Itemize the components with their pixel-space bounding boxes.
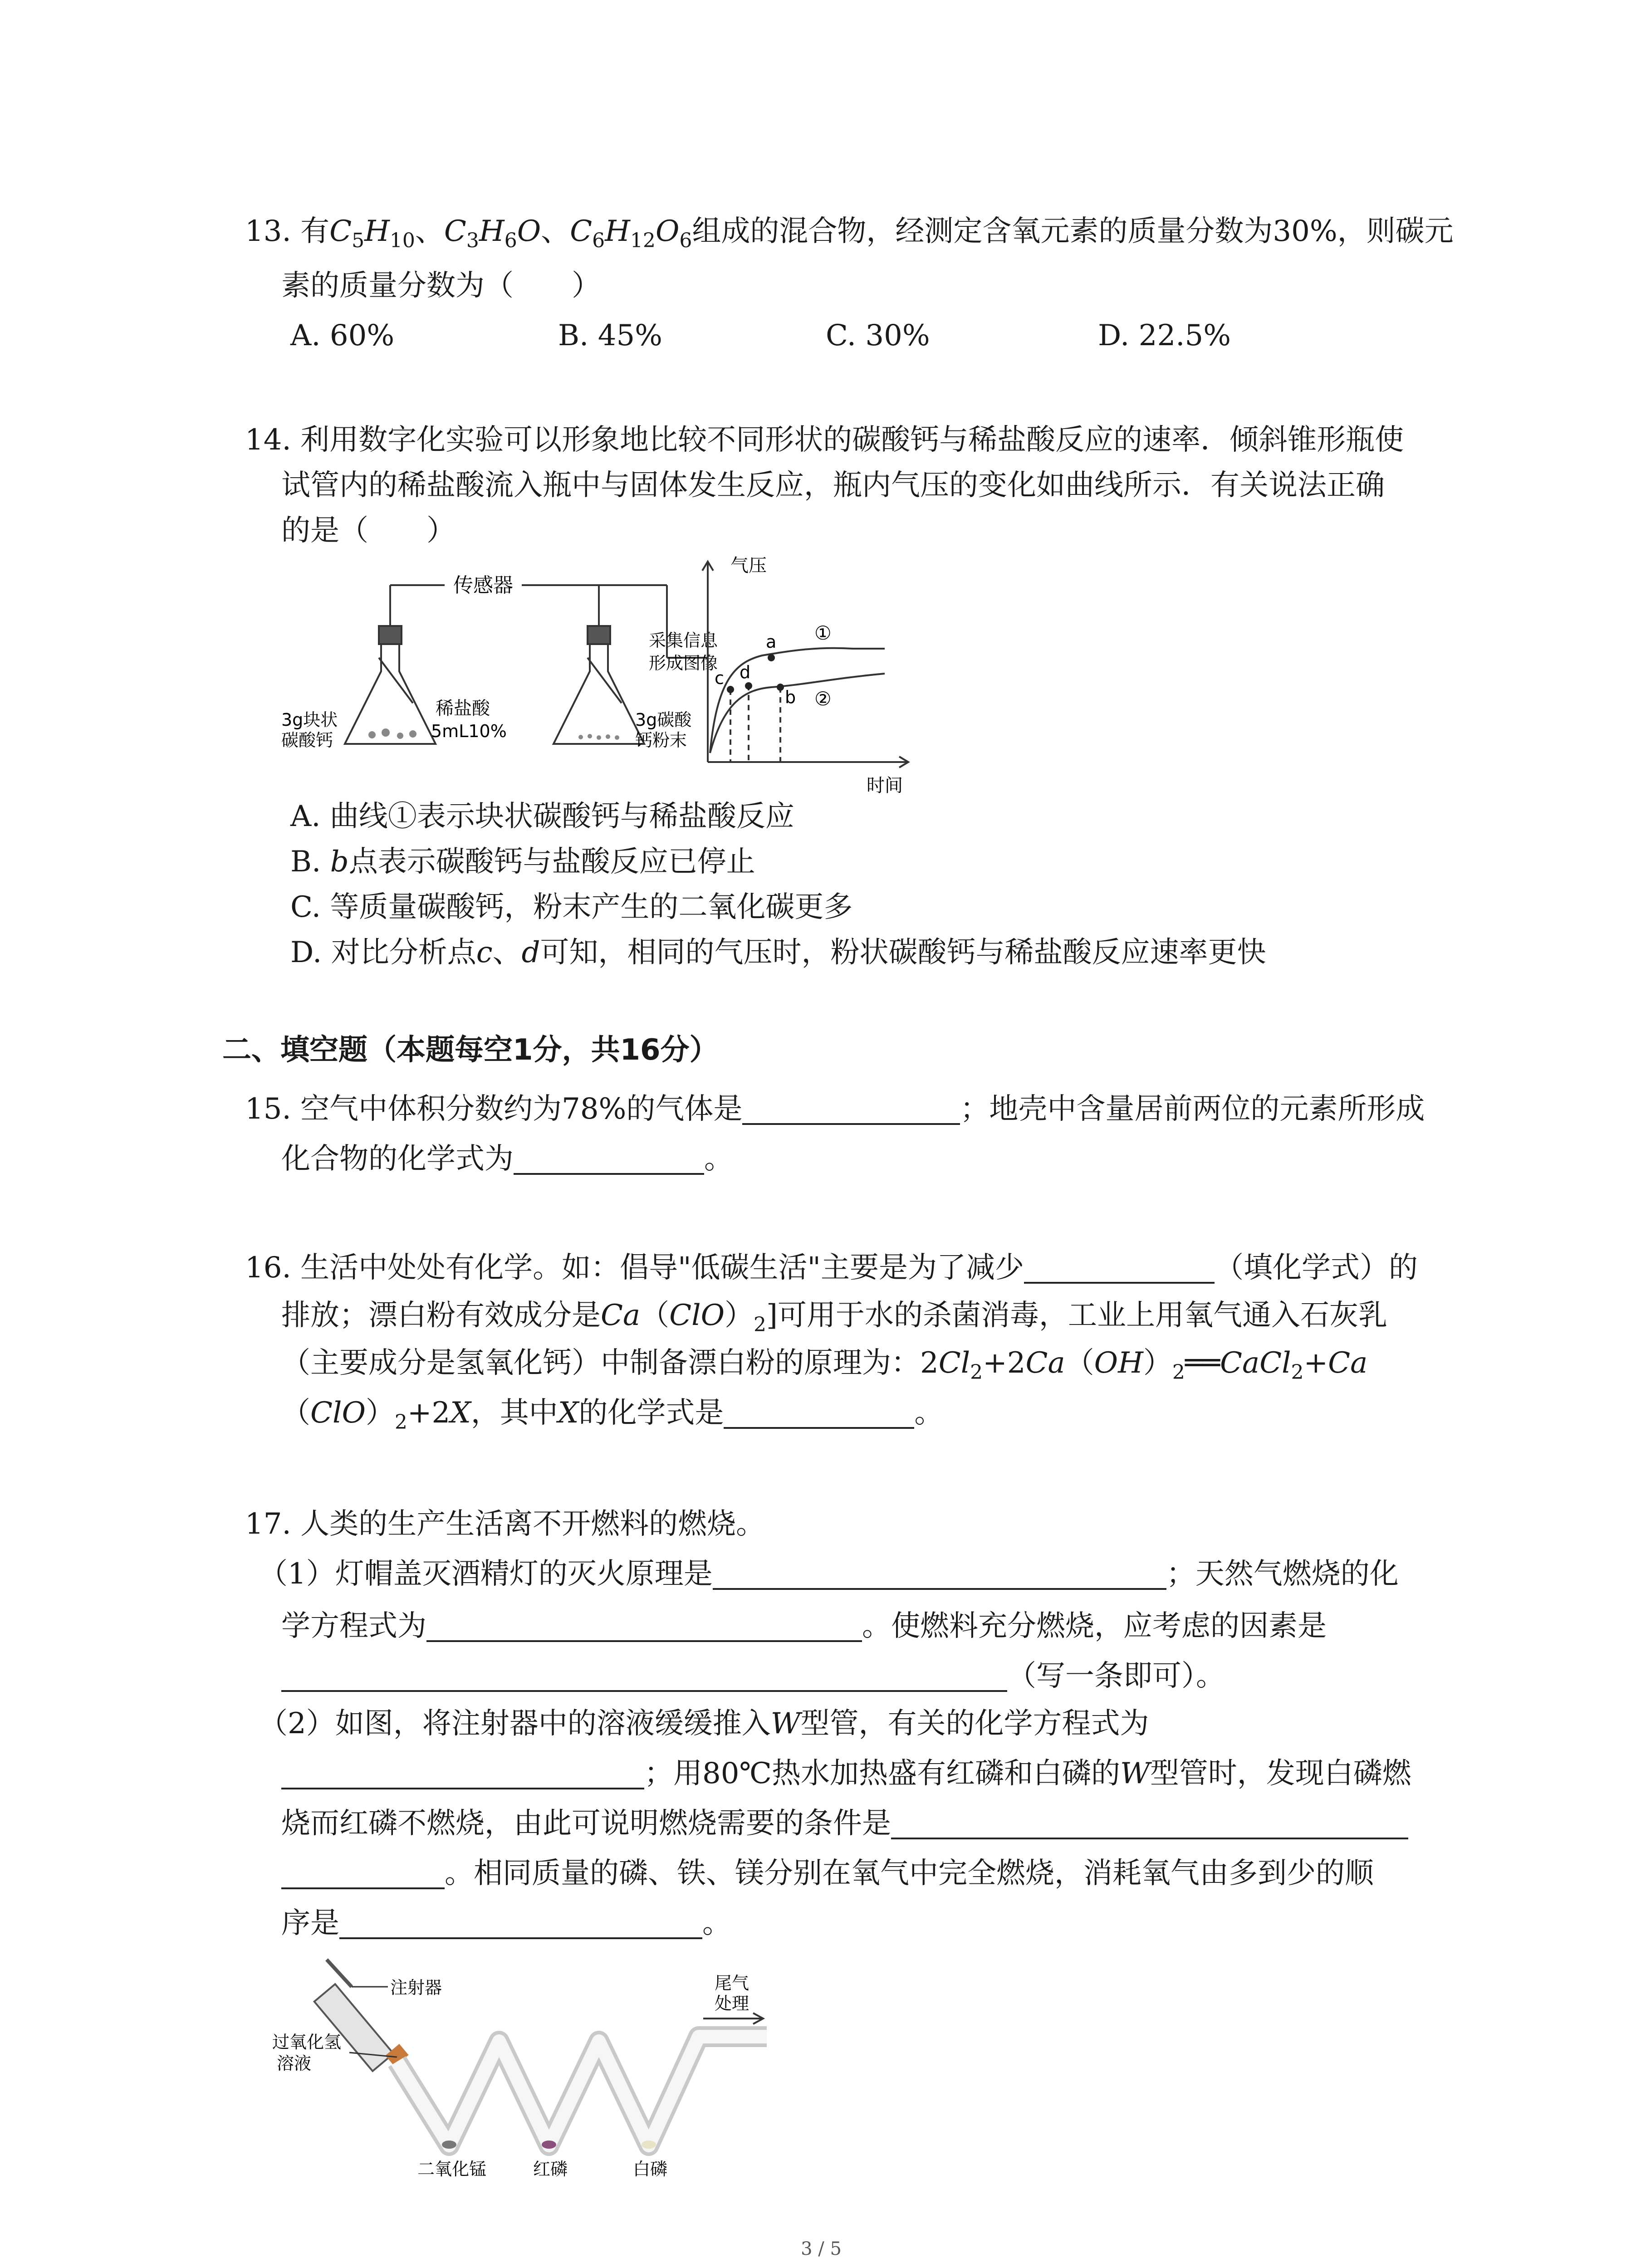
q14-line2: 试管内的稀盐酸流入瓶中与固体发生反应，瓶内气压的变化如曲线所示．有关说法正确: [281, 469, 1385, 502]
q17-number: 17.: [245, 1507, 291, 1541]
q17-part1-line3: （写一条即可）。: [281, 1658, 1225, 1694]
q17-part2-line5: 序是 。: [281, 1906, 731, 1940]
q13-line2: 素的质量分数为（ ）: [281, 269, 601, 303]
q14-curve1-label: ①: [814, 622, 832, 644]
q17-part2-line4: 。相同质量的磷、铁、镁分别在氧气中完全燃烧，消耗氧气由多到少的顺: [281, 1855, 1374, 1892]
q13-line1: 13. 有$C_5H_{10}$、$C_3H_6O$、$C_6H_{12}O_6$组成的混合物，经测定含氧元素的质量分数为30%，则碳元: [245, 215, 1454, 252]
q17-h2o2-label2: 溶液: [277, 2053, 312, 2073]
q14-x-axis-label: 时间: [867, 775, 903, 796]
q13-option-c: C. 30%: [826, 319, 930, 352]
q17-red-phosphorus-label: 红磷: [533, 2159, 568, 2177]
q16-blank-2[interactable]: [724, 1399, 914, 1429]
q17-part1-line1: （1）灯帽盖灭酒精灯的灭火原理是 ；天然气燃烧的化: [259, 1557, 1399, 1591]
q14-point-a: a: [766, 632, 777, 652]
q14-point-d: d: [740, 662, 751, 682]
q14-collect-label2: 形成图像: [649, 653, 718, 673]
q14-y-axis-label: 气压: [730, 555, 767, 576]
q14-line3: 的是（ ）: [281, 514, 456, 547]
q17-blank-6[interactable]: [281, 1859, 445, 1889]
q17-w-tube-figure: [272, 1950, 798, 2177]
q17-tail-label1: 尾气: [715, 1973, 749, 1993]
q14-number: 14.: [245, 423, 291, 457]
q17-blank-3[interactable]: [281, 1662, 1007, 1692]
q17-white-phosphorus-label: 白磷: [633, 2159, 668, 2177]
q17-blank-4[interactable]: [281, 1760, 644, 1789]
section-2-heading: 二、填空题（本题每空1分，共16分）: [222, 1033, 719, 1067]
q16-line1: 16. 生活中处处有化学。如：倡导"低碳生活"主要是为了减少 （填化学式）的: [245, 1251, 1418, 1285]
q14-option-d: D. 对比分析点c、d可知，相同的气压时，粉状碳酸钙与稀盐酸反应速率更快: [290, 936, 1266, 969]
q13-option-d: D. 22.5%: [1098, 319, 1231, 352]
q17-line1: 17. 人类的生产生活离不开燃料的燃烧。: [245, 1507, 765, 1541]
q15-blank-1[interactable]: [742, 1095, 960, 1125]
q14-solid-b-label1: 3g碳酸: [635, 710, 692, 730]
q16-line2: 排放；漂白粉有效成分是$Ca(ClO)_2$]可用于水的杀菌消毒，工业上用氧气通入石灰乳: [281, 1299, 1387, 1336]
q17-blank-2[interactable]: [426, 1612, 862, 1642]
q17-tail-label2: 处理: [715, 1994, 749, 2014]
q17-part2-line3: 烧而红磷不燃烧，由此可说明燃烧需要的条件是: [281, 1805, 1408, 1842]
q14-collect-label1: 采集信息: [649, 631, 718, 650]
q14-line1: 14. 利用数字化实验可以形象地比较不同形状的碳酸钙与稀盐酸反应的速率．倾斜锥形瓶使: [245, 423, 1404, 457]
q17-syringe-label: 注射器: [390, 1978, 442, 1998]
q14-solid-a-label2: 碳酸钙: [281, 730, 333, 750]
q14-solid-a-label1: 3g块状: [281, 710, 338, 730]
q17-part2-line1: （2）如图，将注射器中的溶液缓缓推入W型管，有关的化学方程式为: [259, 1707, 1149, 1740]
q15-line2: 化合物的化学式为 。: [281, 1142, 733, 1176]
q17-part1-line2: 学方程式为 。使燃料充分燃烧，应考虑的因素是: [281, 1609, 1327, 1643]
q16-line3: （主要成分是氢氧化钙）中制备漂白粉的原理为：$2Cl_2+2Ca(OH)_2══CaCl_2+Ca$: [281, 1346, 1368, 1384]
q15-line1: 15. 空气中体积分数约为78%的气体是 ；地壳中含量居前两位的元素所形成: [245, 1092, 1425, 1126]
q15-blank-2[interactable]: [514, 1145, 704, 1175]
q16-blank-1[interactable]: [1024, 1254, 1215, 1284]
q14-acid-label2: 5mL10%: [431, 721, 507, 741]
q14-apparatus-figure: [281, 553, 926, 798]
q14-point-b: b: [785, 687, 796, 707]
page-number: 3 / 5: [801, 2239, 842, 2259]
q16-line4: $(ClO)_2+2X$，其中X的化学式是 。: [281, 1396, 944, 1434]
q17-mno2-label: 二氧化锰: [417, 2159, 487, 2177]
q14-sensor-label: 传感器: [453, 574, 513, 597]
q17-part2-line2: ；用80℃热水加热盛有红磷和白磷的W型管时，发现白磷燃: [281, 1755, 1411, 1792]
q17-blank-1[interactable]: [713, 1560, 1166, 1590]
q17-blank-7[interactable]: [339, 1909, 702, 1939]
q14-option-b: B. b点表示碳酸钙与盐酸反应已停止: [290, 845, 755, 879]
q17-h2o2-label1: 过氧化氢: [272, 2032, 342, 2052]
q14-option-c: C. 等质量碳酸钙，粉末产生的二氧化碳更多: [290, 890, 853, 924]
q14-option-a: A. 曲线①表示块状碳酸钙与稀盐酸反应: [290, 800, 794, 833]
q14-acid-label1: 稀盐酸: [436, 698, 490, 719]
q13-number: 13.: [245, 215, 291, 248]
q14-curve2-label: ②: [814, 688, 832, 710]
q14-point-c: c: [715, 668, 724, 688]
q13-option-a: A. 60%: [290, 319, 395, 352]
q13-option-b: B. 45%: [558, 319, 662, 352]
q16-number: 16.: [245, 1251, 291, 1285]
q17-blank-5[interactable]: [891, 1809, 1408, 1839]
q14-solid-b-label2: 钙粉末: [635, 730, 687, 750]
q15-number: 15.: [245, 1092, 291, 1126]
